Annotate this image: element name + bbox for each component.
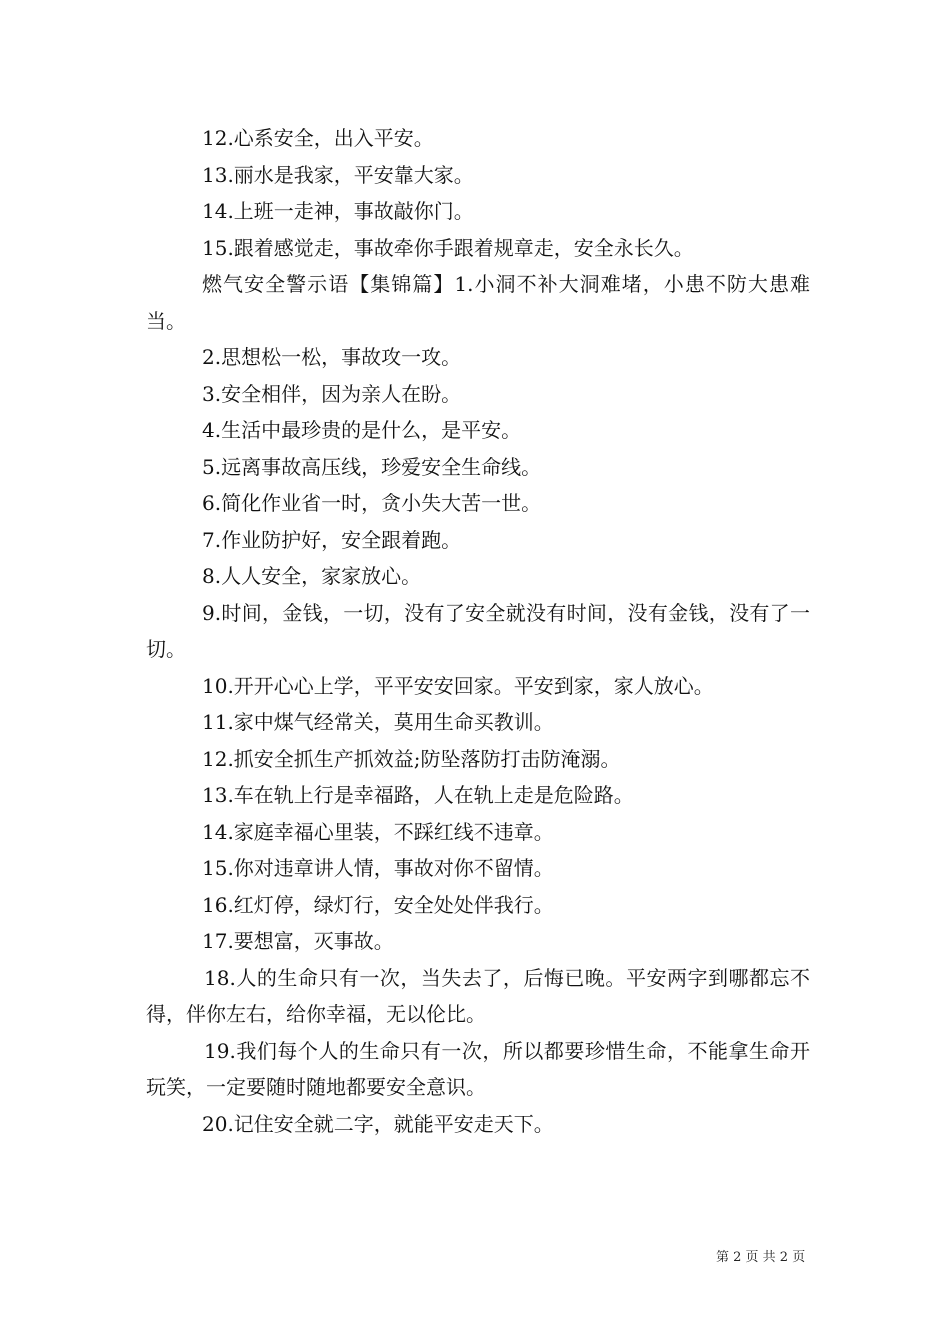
paragraph: 3.安全相伴，因为亲人在盼。 <box>202 381 462 406</box>
paragraph: 11.家中煤气经常关，莫用生命买教训。 <box>202 710 554 734</box>
paragraph: 5.远离事故高压线，珍爱安全生命线。 <box>202 454 542 479</box>
paragraph: 19.我们每个人的生命只有一次，所以都要珍惜生命，不能拿生命开玩笑，一定要随时随地都要安全意识。 <box>146 1038 810 1099</box>
paragraph: 2.思想松一松，事故攻一攻。 <box>202 345 462 369</box>
paragraph: 12.抓安全抓生产抓效益;防坠落防打击防淹溺。 <box>202 746 621 771</box>
paragraph: 4.生活中最珍贵的是什么，是平安。 <box>202 418 522 442</box>
paragraph: 15.跟着感觉走，事故牵你手跟着规章走，安全永长久。 <box>202 235 694 260</box>
paragraph: 7.作业防护好，安全跟着跑。 <box>202 527 462 552</box>
paragraph: 16.红灯停，绿灯行，安全处处伴我行。 <box>202 892 554 917</box>
paragraph: 9.时间，金钱，一切，没有了安全就没有时间，没有金钱，没有了一切。 <box>146 600 810 661</box>
paragraph: 14.上班一走神，事故敲你门。 <box>202 199 474 223</box>
paragraph: 10.开开心心上学，平平安安回家。平安到家，家人放心。 <box>202 673 714 698</box>
paragraph: 17.要想富，灭事故。 <box>202 929 394 953</box>
paragraph: 8.人人安全，家家放心。 <box>202 564 422 588</box>
paragraph: 20.记住安全就二字，就能平安走天下。 <box>202 1111 554 1136</box>
paragraph: 13.丽水是我家，平安靠大家。 <box>202 162 474 187</box>
paragraph: 12.心系安全，出入平安。 <box>202 126 434 150</box>
paragraph: 18.人的生命只有一次，当失去了，后悔已晚。平安两字到哪都忘不得，伴你左右，给你幸福，无以伦比。 <box>146 965 810 1026</box>
paragraph: 6.简化作业省一时，贪小失大苦一世。 <box>202 491 542 515</box>
document-body <box>146 120 810 1142</box>
page-number-footer: 第 2 页 共 2 页 <box>716 1250 806 1265</box>
paragraph-heading: 燃气安全警示语【集锦篇】1.小洞不补大洞难堵，小患不防大患难当。 <box>146 272 810 333</box>
paragraph: 14.家庭幸福心里装，不踩红线不违章。 <box>202 819 554 844</box>
paragraph: 15.你对违章讲人情，事故对你不留情。 <box>202 856 554 880</box>
paragraph: 13.车在轨上行是幸福路，人在轨上走是危险路。 <box>202 783 634 807</box>
